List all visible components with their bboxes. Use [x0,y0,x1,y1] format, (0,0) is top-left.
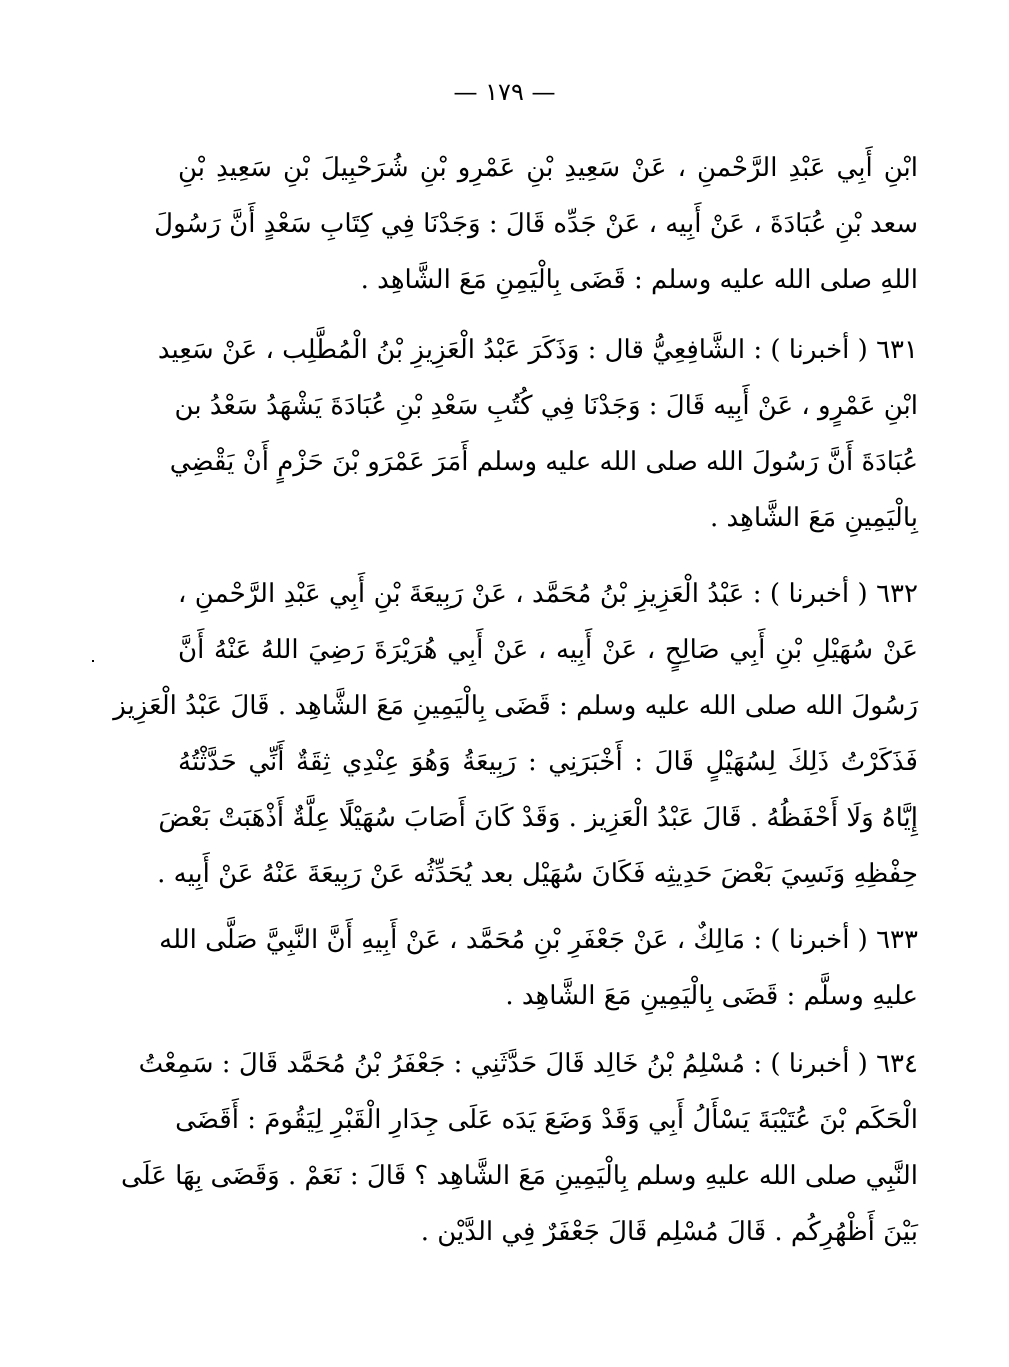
text-line: بِالْيَمِينِ مَعَ الشَّاهِد . [709,503,918,533]
text-line: رَسُولَ الله صلى الله عليه وسلم : قَضَى بِالْيَمِينِ مَعَ الشَّاهِد . قَالَ عَبْدُ الْعَزِيز [113,691,918,721]
hadith-632 [113,566,918,902]
text-line: سعد بْنِ عُبَادَةَ ، عَنْ أَبِيه ، عَنْ جَدِّه قَالَ : وَجَدْنَا فِي كِتَابِ سَعْدٍ أَنَّ رَسُولَ [154,209,918,239]
hadith-631 [157,322,918,546]
text-line: ٦٣١ ( أخبرنا ) : الشَّافِعِيُّ قال : وَذَكَرَ عَبْدُ الْعَزِيزِ بْنُ الْمُطَّلِب ، عَنْ سَعِيد [157,335,918,365]
hadith-634 [121,1036,918,1260]
text-line: إِيَّاهُ وَلَا أَحْفَظُهُ . قَالَ عَبْدُ الْعَزِيز . وَقَدْ كَانَ أَصَابَ سُهَيْلًا عِلَّةٌ أَذْهَبَتْ بَعْضَ [158,803,918,833]
text-line: اللهِ صلى الله عليه وسلم : قَضَى بِالْيَمِنِ مَعَ الشَّاهِد . [360,265,918,295]
paragraph-continuation [154,140,918,308]
text-line: الْحَكَم بْنَ عُتَيْبَةَ يَسْأَلُ أَبِي وَقَدْ وَضَعَ يَدَه عَلَى جِدَارِ الْقَبْرِ لِيَقُومَ : أَقَضَى [175,1105,918,1135]
text-line: فَذَكَرْتُ ذَلِكَ لِسُهَيْلٍ قَالَ : أَخْبَرَنِي : رَبِيعَةُ وَهُوَ عِنْدِي ثِقَةٌ أَنِّي حَدَّثْتُهُ [178,747,918,777]
text-line: ابْنِ أَبِي عَبْدِ الرَّحْمنِ ، عَنْ سَعِيدِ بْنِ عَمْرِو بْنِ شُرَحْبِيلَ بْنِ سَعِيدِ بْنِ [178,153,918,183]
text-line: عُبَادَةَ أَنَّ رَسُولَ الله صلى الله عليه وسلم أَمَرَ عَمْرَو بْنَ حَزْمٍ أَنْ يَقْضِي [169,447,918,477]
text-line: عليهِ وسلَّم : قَضَى بِالْيَمِينِ مَعَ الشَّاهِد . [505,981,918,1011]
text-line: ابْنِ عَمْرٍو ، عَنْ أَبِيه قَالَ : وَجَدْنَا فِي كُتُبِ سَعْدِ بْنِ عُبَادَةَ يَشْهَدُ سَعْدُ بن [174,391,918,421]
page-number: — ١٧٩ — [453,78,556,106]
text-line: ٦٣٢ ( أخبرنا ) : عَبْدُ الْعَزِيزِ بْنُ مُحَمَّد ، عَنْ رَبِيعَةَ بْنِ أَبِي عَبْدِ الرَّحْمنِ ، [178,579,918,609]
text-line: ٦٣٣ ( أخبرنا ) : مَالِكٌ ، عَنْ جَعْفَرِ بْنِ مُحَمَّد ، عَنْ أَبِيهِ أَنَّ النَّبِيَّ صَلَّى الله [159,925,918,955]
scan-dot [92,660,94,662]
text-line: حِفْظِهِ وَنَسِيَ بَعْضَ حَدِيثِه فَكَانَ سُهَيْل بعد يُحَدِّثُه عَنْ رَبِيعَةَ عَنْهُ عَنْ أَبِيه . [157,859,918,889]
text-line: ٦٣٤ ( أخبرنا ) : مُسْلِمُ بْنُ خَالِد قَالَ حَدَّثَنِي : جَعْفَرُ بْنُ مُحَمَّد قَالَ : سَمِعْتُ [138,1049,918,1079]
text-line: بَيْنَ أَظْهُرِكُم . قَالَ مُسْلِم قَالَ جَعْفَرٌ فِي الدَّيْن . [420,1217,918,1247]
text-line: عَنْ سُهَيْلِ بْنِ أَبِي صَالِحٍ ، عَنْ أَبِيه ، عَنْ أَبِي هُرَيْرَةَ رَضِيَ اللهُ عَنْهُ أَنَّ [178,635,918,665]
hadith-633 [159,912,918,1024]
text-line: النَّبِي صلى الله عليهِ وسلم بِالْيَمِينِ مَعَ الشَّاهِد ؟ قَالَ : نَعَمْ . وَقَضَى بِهَا عَلَى [121,1161,918,1191]
